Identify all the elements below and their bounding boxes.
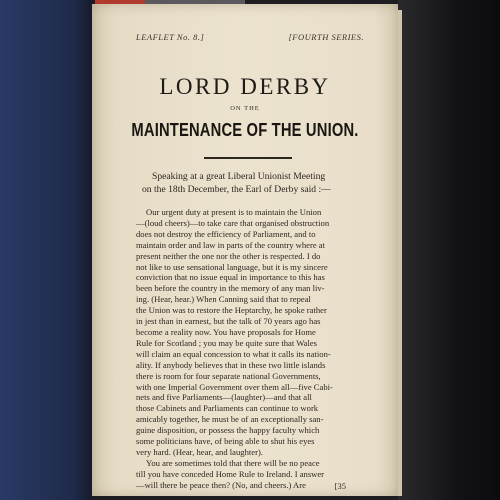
body-line: in jest than in earnest, but the talk of 70 years ago has xyxy=(136,316,321,327)
body-line: very hard. (Hear, hear, and laughter). xyxy=(136,446,263,457)
body-line: does not destroy the efficiency of Parliament, and to xyxy=(136,228,316,239)
body-line: amicably together, he must be of an exceptionally san- xyxy=(136,414,324,425)
body-line: there is room for four separate national Governments, xyxy=(136,370,321,381)
body-line: been before the country in the memory of any man liv- xyxy=(136,283,325,294)
body-line: nets and five Parliaments—(laughter)—and that all xyxy=(136,392,312,403)
intro-line: Speaking at a great Liberal Unionist Meeting xyxy=(152,171,326,182)
body-line: You are sometimes told that there will be no peace xyxy=(146,457,320,468)
body-line: those Cabinets and Parliaments can continue to work xyxy=(136,403,319,414)
body-line: —will there be peace then? (No, and cheers.) Are xyxy=(136,479,306,490)
body-line: ality. If anybody believes that in these two little islands xyxy=(136,359,326,370)
running-header xyxy=(136,32,364,42)
body-line: Our urgent duty at present is to maintain the Union xyxy=(146,207,322,217)
body-line: guine disposition, or possess the happy faculty which xyxy=(136,425,320,436)
body-line: till you have conceded Home Rule to Ireland. I answer xyxy=(136,468,325,479)
page-edge xyxy=(398,10,402,496)
body-line: Rule for Scotland ; you may be quite sure that Wales xyxy=(136,337,318,348)
header-right: [FOURTH SERIES. xyxy=(288,32,364,42)
page-title: LORD DERBY xyxy=(159,74,331,99)
body-line: conviction that no issue equal in importance to this has xyxy=(136,272,325,283)
page-number: [35 xyxy=(334,481,346,491)
title-rule-divider xyxy=(204,157,292,159)
body-line: some politicians have, of being able to shut his eyes xyxy=(136,436,315,447)
body-line: will claim an equal concession to what it calls its nation- xyxy=(136,348,331,359)
intro-line: on the 18th December, the Earl of Derby said :— xyxy=(142,184,331,195)
body-text xyxy=(136,207,376,491)
header-left: LEAFLET No. 8.] xyxy=(136,32,205,42)
adjacent-book-spine xyxy=(0,0,92,500)
body-line: maintain order and law in parts of the country where at xyxy=(136,239,325,250)
intro-paragraph xyxy=(142,170,382,196)
body-line: the Union was to restore the Heptarchy, he spoke rather xyxy=(136,305,327,316)
page-subtitle: MAINTENANCE OF THE UNION. xyxy=(131,120,359,140)
body-line: ing. (Hear, hear.) When Canning said that to repeal xyxy=(136,294,311,305)
body-line: become a reality now. You have proposals for Home xyxy=(136,326,316,337)
document-page xyxy=(92,4,398,496)
body-line: not like to use sensational language, but it is my sincere xyxy=(136,261,328,272)
body-line: present neither the one nor the other is respected. I do xyxy=(136,250,321,261)
title-connector: ON THE xyxy=(230,105,260,112)
body-line: —(loud cheers)—to take care that organised obstruction xyxy=(136,217,330,228)
body-line: with one Imperial Government over them all—five Cabi- xyxy=(136,381,333,392)
book-cover-edge xyxy=(398,0,500,500)
